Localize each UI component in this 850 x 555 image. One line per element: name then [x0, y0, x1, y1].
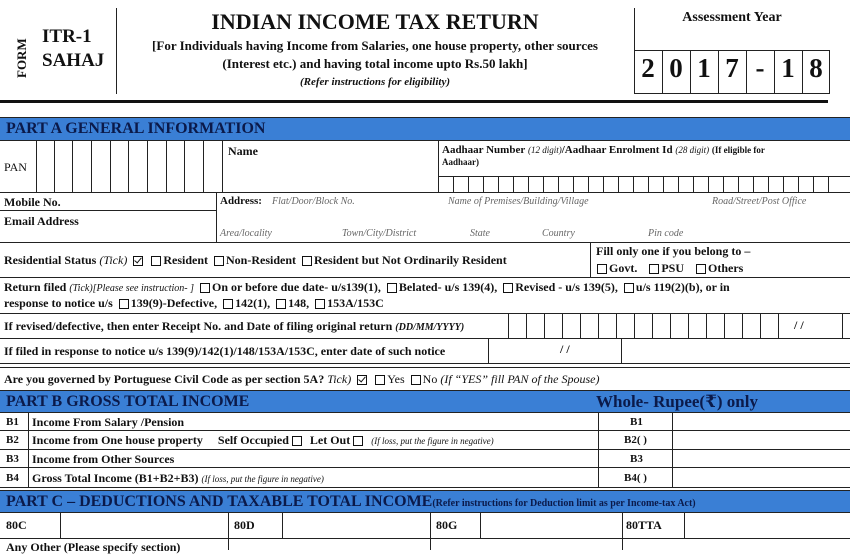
- address-country: Country: [542, 228, 575, 239]
- pan-row: [0, 140, 850, 193]
- row-label: Income from Other Sources: [32, 452, 175, 466]
- eligibility-note: (Refer instructions for eligibility): [299, 76, 451, 88]
- portuguese-label: Are you governed by Portuguese Civil Code as per section 5A? Tick) Yes No (If “YES” fill PAN of the Spouse): [4, 372, 600, 386]
- psu-checkbox[interactable]: [649, 264, 659, 274]
- date-slashes: / /: [794, 318, 804, 332]
- resident-checkbox[interactable]: [151, 256, 161, 266]
- form-label: FORM: [14, 38, 29, 78]
- address-state: State: [470, 228, 490, 239]
- any-other-label: Any Other (Please specify section): [6, 540, 181, 554]
- others-checkbox[interactable]: [696, 264, 706, 274]
- pan-label: PAN: [4, 160, 27, 174]
- form-code: ITR-1: [42, 26, 92, 47]
- whole-rupee-label: Whole- Rupee(₹) only: [596, 392, 758, 411]
- u119-checkbox[interactable]: [624, 283, 634, 293]
- contact-row: [0, 192, 850, 243]
- row-label: Gross Total Income (B1+B2+B3) (If loss, put the figure in negative): [32, 471, 324, 485]
- residential-row: [0, 242, 850, 278]
- rnor-checkbox[interactable]: [302, 256, 312, 266]
- notice-date-boxes[interactable]: [488, 338, 622, 363]
- row-label: Income From Salary /Pension: [32, 415, 185, 429]
- row-ref: B1: [630, 416, 643, 428]
- if-filed-row: [0, 338, 850, 364]
- residential-status: Residential Status (Tick) Resident Non-Resident Resident but Not Ordinarily Resident: [4, 253, 507, 267]
- return-filed-line2: response to notice u/s 139(9)-Defective, 142(1), 148, 153A/153C: [4, 296, 384, 310]
- if-revised-label: If revised/defective, then enter Receipt No. and Date of filing original return (DD/MM/YYYY): [4, 319, 465, 333]
- form-title: INDIAN INCOME TAX RETURN: [211, 9, 539, 34]
- portuguese-row: [0, 367, 850, 391]
- n142-checkbox[interactable]: [223, 299, 233, 309]
- n148-checkbox[interactable]: [276, 299, 286, 309]
- year-digit: 0: [669, 53, 683, 83]
- no-checkbox[interactable]: [411, 375, 421, 385]
- n153-checkbox[interactable]: [315, 299, 325, 309]
- divider: [590, 242, 591, 277]
- belated-checkbox[interactable]: [387, 283, 397, 293]
- col-80c: 80C: [6, 518, 27, 532]
- year-digit: 1: [697, 53, 711, 83]
- divider: [0, 210, 216, 211]
- address-flat: Flat/Door/Block No.: [272, 196, 355, 207]
- n139-checkbox[interactable]: [119, 299, 129, 309]
- form-subtitle: [For Individuals having Income from Salaries, one house property, other sources: [152, 38, 598, 53]
- part-b-heading: PART B GROSS TOTAL INCOME Whole- Rupee(₹) only: [0, 390, 850, 413]
- govt-checkbox[interactable]: [597, 264, 607, 274]
- assessment-year-label: Assessment Year: [682, 10, 782, 25]
- row-ref: B2( ): [624, 434, 647, 446]
- if-filed-label: If filed in response to notice u/s 139(9)/142(1)/148/153A/153C, enter date of such notice: [4, 344, 446, 358]
- form-subtitle: (Interest etc.) and having total income upto Rs.50 lakh]: [222, 56, 528, 71]
- divider: [216, 192, 217, 242]
- col-80g: 80G: [436, 518, 458, 532]
- fill-only-note: Fill only one if you belong to –: [596, 244, 751, 258]
- non-resident-checkbox[interactable]: [214, 256, 224, 266]
- if-revised-row: [0, 313, 850, 339]
- aadhaar-label: Aadhaar Number (12 digit)/Aadhaar Enrolment Id (28 digit) (If eligible for Aadhaar): [442, 144, 765, 167]
- address-area: Area/locality: [220, 228, 272, 239]
- row-code: B3: [6, 453, 19, 465]
- col-80tta: 80TTA: [626, 518, 662, 532]
- employer-category: Govt. PSU Others: [594, 261, 743, 276]
- row-ref: B4( ): [624, 472, 647, 484]
- on-or-before-checkbox[interactable]: [200, 283, 210, 293]
- revised-checkbox[interactable]: [503, 283, 513, 293]
- mobile-label: Mobile No.: [4, 195, 61, 209]
- email-label: Email Address: [4, 214, 79, 228]
- year-digit: 1: [781, 53, 795, 83]
- col-80d: 80D: [234, 518, 255, 532]
- address-label: Address:: [220, 195, 262, 207]
- aadhaar-cells: [438, 176, 850, 192]
- year-digit: 8: [809, 53, 823, 83]
- row-label: Income from One house property Self Occupied Let Out (If loss, put the figure in negative): [32, 433, 494, 447]
- self-occupied-checkbox[interactable]: [292, 436, 302, 446]
- year-digit: 2: [641, 53, 655, 83]
- address-town: Town/City/District: [342, 228, 417, 239]
- pan-boxes[interactable]: [36, 140, 222, 192]
- tick-checkbox: [357, 375, 367, 385]
- notice-date-slashes: / /: [560, 342, 570, 356]
- let-out-checkbox[interactable]: [353, 436, 363, 446]
- address-road: Road/Street/Post Office: [712, 196, 807, 207]
- part-a-heading: PART A GENERAL INFORMATION: [0, 117, 850, 141]
- row-code: B1: [6, 416, 19, 428]
- address-pin: Pin code: [648, 228, 684, 239]
- row-ref: B3: [630, 453, 643, 465]
- part-c-heading: PART C – DEDUCTIONS AND TAXABLE TOTAL INCOME(Refer instructions for Deduction limit as per Income-tax Act): [0, 490, 850, 513]
- name-label: Name: [228, 144, 258, 158]
- return-filed-line1: Return filed (Tick)[Please see instruction- ] On or before due date- u/s139(1), Belated- u/s 139(4), Revised - u/s 139(5), u/s 119(2)(b), or in: [4, 280, 730, 294]
- header-rule: [0, 100, 828, 103]
- yes-checkbox[interactable]: [375, 375, 385, 385]
- row-code: B2: [6, 434, 19, 446]
- row-code: B4: [6, 472, 19, 484]
- return-filed-row: [0, 277, 850, 314]
- address-premises: Name of Premises/Building/Village: [448, 196, 589, 207]
- tick-checkbox: [133, 256, 143, 266]
- year-digit: -: [755, 53, 765, 83]
- form-name: SAHAJ: [42, 50, 105, 71]
- year-digit: 7: [725, 53, 739, 83]
